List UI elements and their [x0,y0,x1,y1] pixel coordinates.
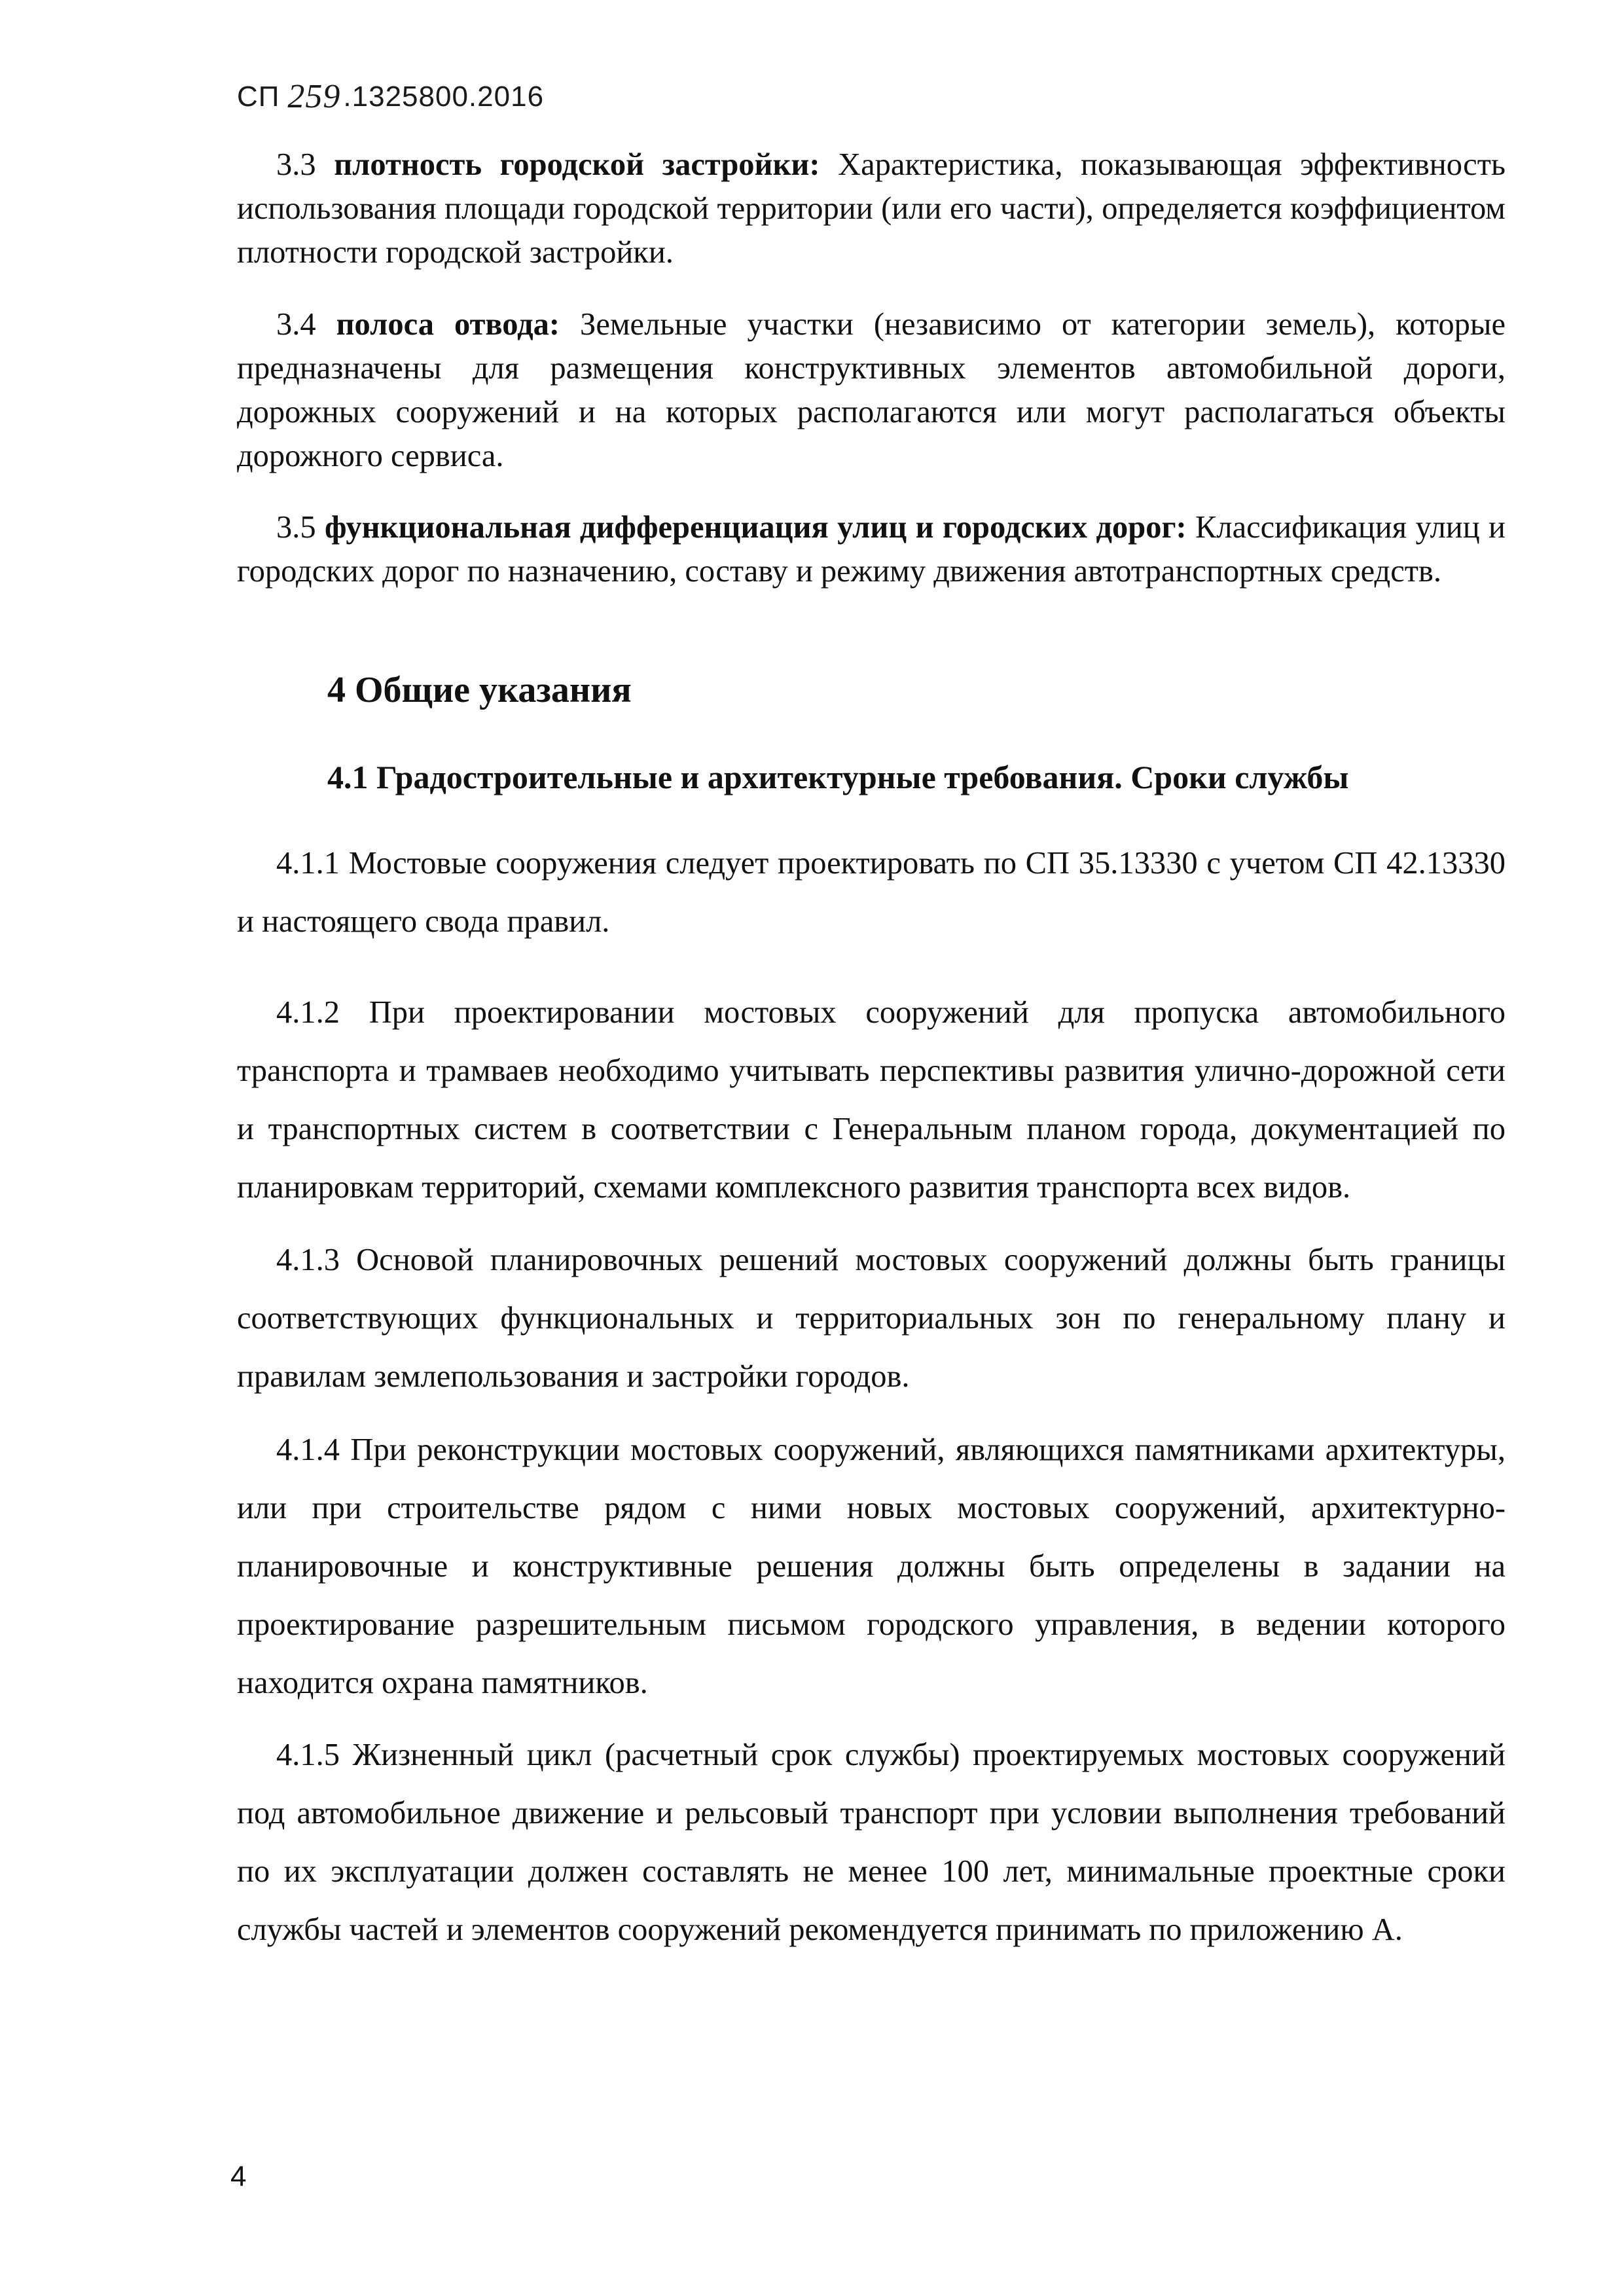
definition-number: 3.4 [276,307,316,342]
document-header [237,77,544,116]
definition-3-5 [237,505,1506,593]
paragraph-4-1-2 [237,983,1506,1216]
paragraph-4-1-3 [237,1231,1506,1406]
paragraph-text: 4.1.2 При проектировании мостовых сооружений для пропуска автомобильного транспорта и трамваев необходимо учитывать перспективы развития улично-дорожной сети и транспортных систем в соответствии с Генеральным планом города, документацией по планировкам территорий, схемами комплексного развития транспорта всех видов. [237,995,1506,1205]
paragraph-4-1-5 [237,1726,1506,1959]
paragraph-text: 4.1.3 Основой планировочных решений мостовых сооружений должны быть границы соответствующих функциональных и территориальных зон по генеральному плану и правилам землепользования и застройки городов. [237,1243,1506,1394]
header-prefix: СП [237,80,280,113]
paragraph-text: 4.1.4 При реконструкции мостовых сооружений, являющихся памятниками архитектуры, или при строительстве рядом с ними новых мостовых сооружений, архитектурно-планировочные и конструктивные решения должны быть определены в задании на проектирование разрешительным письмом городского управления, в ведении которого находится охрана памятников. [237,1432,1506,1700]
definition-3-3 [237,143,1506,274]
paragraph-4-1-4 [237,1421,1506,1712]
definition-text: Классификация улиц и городских дорог по назначению, составу и режиму движения автотранспортных средств. [237,510,1506,589]
subsection-title: 4.1 Градостроительные и архитектурные требования. Сроки службы [327,759,1349,795]
header-suffix: .1325800.2016 [343,80,545,113]
definition-term: полоса отвода: [336,307,560,342]
section-title: 4 Общие указания [327,670,632,710]
paragraph-text: 4.1.1 Мостовые сооружения следует проектировать по СП 35.13330 с учетом СП 42.13330 и настоящего свода правил. [237,846,1506,939]
definition-number: 3.3 [276,147,316,182]
definition-term: функциональная дифференциация улиц и городских дорог: [325,510,1187,545]
definition-3-4 [237,302,1506,478]
definition-text: Земельные участки (независимо от категории земель), которые предназначены для размещения конструктивных элементов автомобильной дороги, дорожных сооружений и на которых располагаются или могут располагаться объекты дорожного сервиса. [237,307,1506,473]
paragraph-text: 4.1.5 Жизненный цикл (расчетный срок службы) проектируемых мостовых сооружений под автомобильное движение и рельсовый транспорт при условии выполнения требований по их эксплуатации должен составлять не менее 100 лет, минимальные проектные сроки службы частей и элементов сооружений рекомендуется принимать по приложению А. [237,1738,1506,1947]
definition-term: плотность городской застройки: [334,147,820,182]
paragraph-4-1-1 [237,834,1506,951]
header-handwritten-number: 259 [287,78,341,115]
definition-text: Характеристика, показывающая эффективность использования площади городской территории (или его части), определяется коэффициентом плотности городской застройки. [237,147,1506,270]
definition-number: 3.5 [276,510,316,545]
page-number: 4 [230,2160,247,2193]
